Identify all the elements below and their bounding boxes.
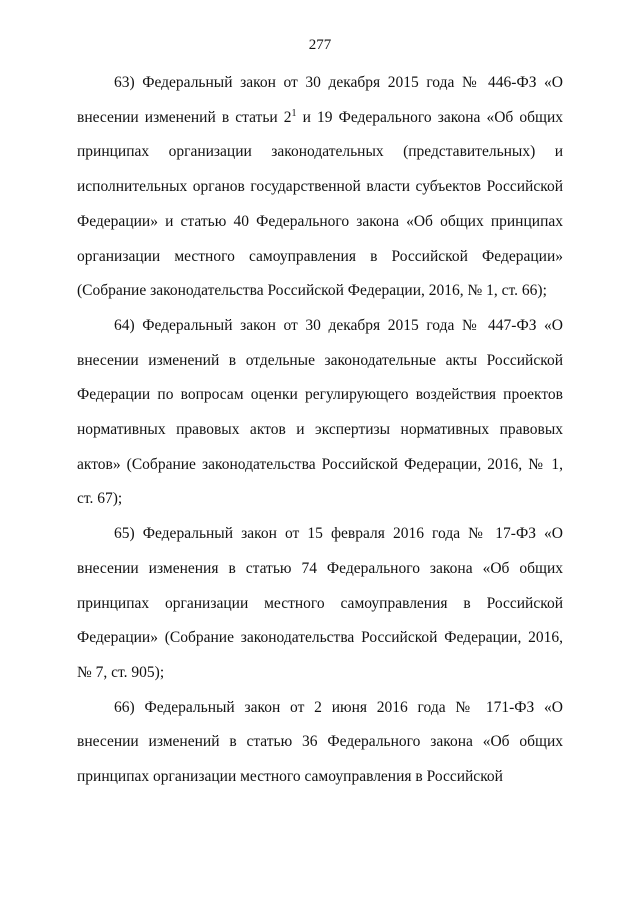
- list-item-64: 64) Федеральный закон от 30 декабря 2015 года № 447-ФЗ «О внесении изменений в отдельные законодательные акты Российской Федерации по вопросам оценки регулирующего воздействия проектов нормативных правовых актов и экспертизы нормативных правовых актов» (Собрание законодательства Российской Федерации, 2016, № 1, ст. 67);: [77, 316, 563, 508]
- list-item-66: 66) Федеральный закон от 2 июня 2016 года № 171-ФЗ «О внесении изменений в статью 36 Федерального закона «Об общих принципах организации местного самоуправления в Российской: [77, 698, 563, 786]
- superscript-1: 1: [291, 107, 297, 119]
- item-63-text-end: и 19 Федерального закона «Об общих принципах организации законодательных (представительных) и исполнительных органов государственной власти субъектов Российской Федерации» и статью 40 Федерального закона «Об общих принципах организации местного самоуправления в Российской Федерации» (Собрание законодательства Российской Федерации, 2016, № 1, ст. 66);: [77, 108, 564, 300]
- document-body: [77, 66, 563, 795]
- page-number: 277: [308, 37, 332, 53]
- list-item-65: 65) Федеральный закон от 15 февраля 2016 года № 17-ФЗ «О внесении изменения в статью 74 Федерального закона «Об общих принципах организации местного самоуправления в Российской Федерации» (Собрание законодательства Российской Федерации, 2016, № 7, ст. 905);: [77, 525, 563, 681]
- item-63-text-start: 63) Федеральный закон от 30 декабря 2015 года № 446-ФЗ «О внесении изменений в статьи 2: [77, 74, 563, 126]
- list-item-63: [77, 66, 563, 309]
